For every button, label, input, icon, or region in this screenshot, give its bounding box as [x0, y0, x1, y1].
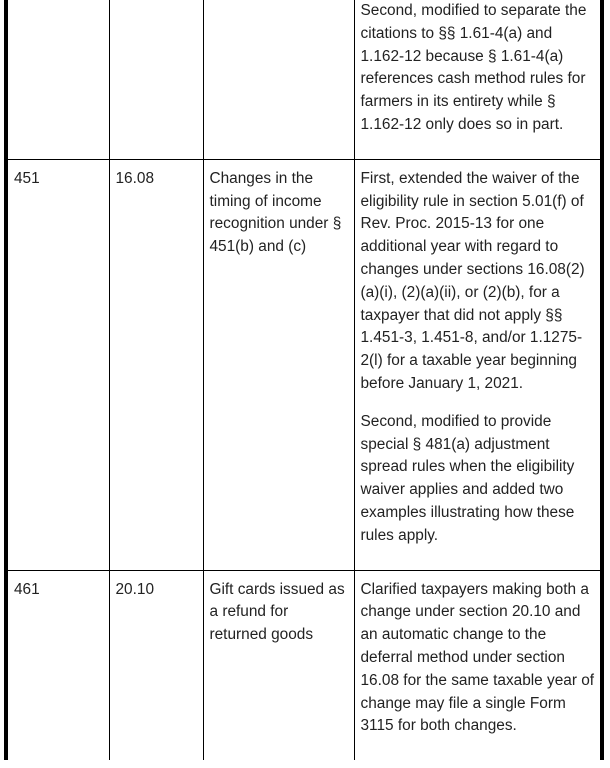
- change-paragraph: Second, modified to provide special § 481(a) adjustment spread rules when the eligibility waiver applies and added two examples illustrating how these rules apply.: [360, 412, 575, 544]
- changes-table-grid: [8, 0, 600, 760]
- changes-cell: [354, 0, 600, 159]
- code-section-cell: 461: [8, 570, 109, 760]
- table-row: [8, 0, 600, 159]
- change-paragraph: First, extended the waiver of the eligibility rule in section 5.01(f) of Rev. Proc. 2015-13 for one additional year with regard to changes under sections 16.08(2)(a)(i), (2)(a)(ii), or (2)(b), for a taxpayer that did not apply §§ 1.451-3, 1.451-8, and/or 1.1275-2(l) for a taxable year beginning before January 1, 2021.: [360, 169, 585, 392]
- description-cell: [203, 0, 354, 159]
- section-cell: 16.08: [109, 159, 203, 570]
- table-row: [8, 159, 600, 570]
- description-cell: Gift cards issued as a refund for returned goods: [203, 570, 354, 760]
- changes-cell: [354, 570, 600, 760]
- section-cell: [109, 0, 203, 159]
- changes-table: [4, 0, 604, 760]
- table-row: [8, 570, 600, 760]
- code-section-cell: [8, 0, 109, 159]
- section-cell: 20.10: [109, 570, 203, 760]
- code-section-cell: 451: [8, 159, 109, 570]
- change-paragraph: Second, modified to separate the citations to §§ 1.61-4(a) and 1.162-12 because § 1.61-4(a) references cash method rules for farmers in its entirety while § 1.162-12 only does so in part.: [360, 2, 587, 133]
- description-cell: Changes in the timing of income recognition under § 451(b) and (c): [203, 159, 354, 570]
- changes-cell: [354, 159, 600, 570]
- change-paragraph: Clarified taxpayers making both a change under section 20.10 and an automatic change to the deferral method under section 16.08 for the same taxable year of change may file a single Form 3115 for both changes.: [360, 580, 595, 735]
